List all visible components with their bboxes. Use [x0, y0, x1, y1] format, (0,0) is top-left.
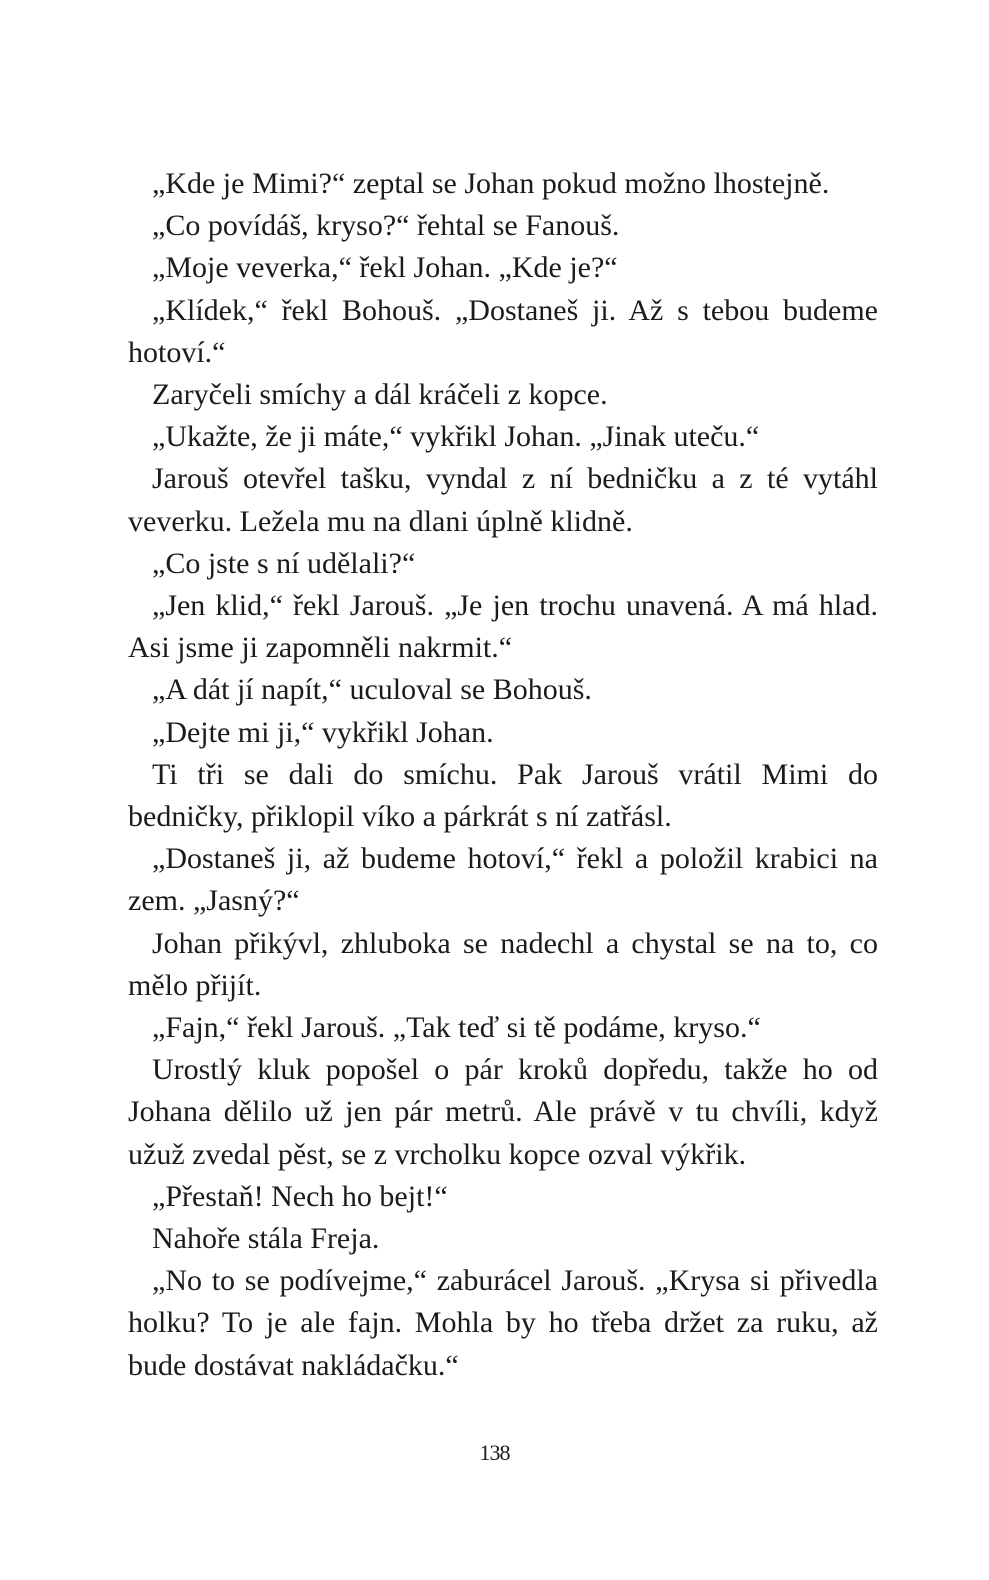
paragraph: Zaryčeli smíchy a dál kráčeli z kopce. — [152, 378, 608, 412]
page-number: 138 — [479, 1440, 510, 1465]
paragraph: „Fajn,“ řekl Jarouš. „Tak teď si tě podáme, kryso.“ — [152, 1011, 761, 1045]
paragraph: „No to se podívejme,“ zaburácel Jarouš. „Krysa si přivedla holku? To je ale fajn. Mohla by ho třeba držet za ruku, až bude dostávat nakládačku.“ — [128, 1264, 878, 1382]
paragraph: „Moje veverka,“ řekl Johan. „Kde je?“ — [152, 251, 618, 285]
paragraph: „Co jste s ní udělali?“ — [152, 546, 416, 580]
paragraph: „Přestaň! Nech ho bejt!“ — [152, 1179, 448, 1213]
paragraph: „Dejte mi ji,“ vykřikl Johan. — [152, 715, 494, 749]
paragraph: Johan přikývl, zhluboka se nadechl a chystal se na to, co mělo přijít. — [128, 926, 878, 1002]
paragraph: „Ukažte, že ji máte,“ vykřikl Johan. „Jinak uteču.“ — [152, 420, 760, 454]
paragraph: „Dostaneš ji, až budeme hotoví,“ řekl a položil krabici na zem. „Jasný?“ — [128, 842, 878, 918]
paragraph: „Kde je Mimi?“ zeptal se Johan pokud možno lhostejně. — [152, 167, 830, 200]
paragraph: „Co povídáš, kryso?“ řehtal se Fanouš. — [152, 209, 620, 243]
paragraph: Ti tři se dali do smíchu. Pak Jarouš vrátil Mimi do bedničky, přiklopil víko a párkrát s ní zatřásl. — [128, 757, 878, 834]
body-text — [128, 163, 878, 1387]
paragraph: Urostlý kluk popošel o pár kroků dopředu, takže ho od Johana dělilo už jen pár metrů. Ale právě v tu chvíli, když užuž zvedal pěst, se z vrcholku kopce ozval výkřik. — [128, 1053, 878, 1171]
paragraph: „A dát jí napít,“ uculoval se Bohouš. — [152, 673, 592, 707]
paragraph: Jarouš otevřel tašku, vyndal z ní bedničku a z té vytáhl veverku. Ležela mu na dlani úplně klidně. — [128, 462, 878, 538]
paragraph: „Jen klid,“ řekl Jarouš. „Je jen trochu unavená. A má hlad. Asi jsme ji zapomněli nakrmit.“ — [128, 589, 878, 665]
paragraph: „Klídek,“ řekl Bohouš. „Dostaneš ji. Až s tebou budeme hotoví.“ — [128, 293, 878, 369]
paragraph: Nahoře stála Freja. — [152, 1222, 380, 1256]
